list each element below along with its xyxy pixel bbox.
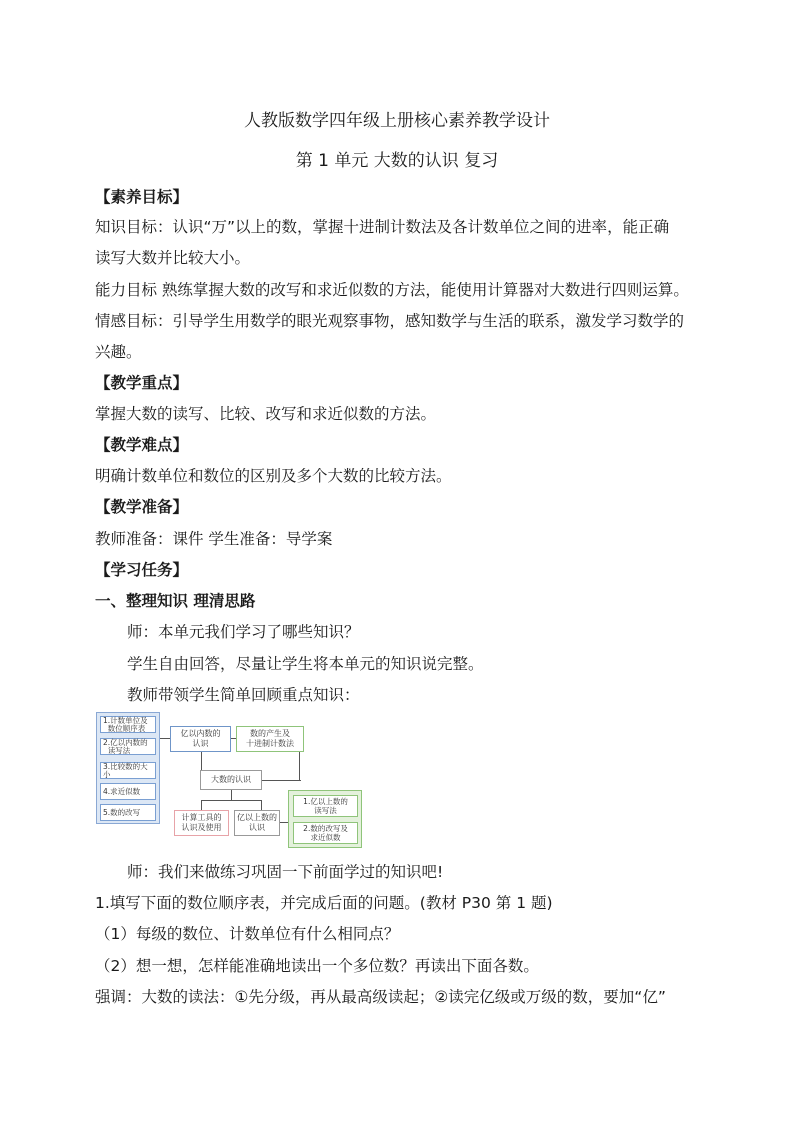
page-title: 人教版数学四年级上册核心素养教学设计 <box>244 111 550 131</box>
left-topic-list <box>96 712 160 824</box>
goal-knowledge-line-2: 读写大数并比较大小。 <box>95 249 251 267</box>
question-1: 1.填写下面的数位顺序表，并完成后面的问题。(教材 P30 第 1 题) <box>95 894 553 912</box>
connector <box>160 738 170 739</box>
topic-box-within-100-million: 亿以内数的 认识 <box>170 726 231 752</box>
paragraph-4: 师：我们来做练习巩固一下前面学过的知识吧! <box>127 863 444 881</box>
tasks-heading: 【学习任务】 <box>95 561 189 579</box>
difficulty-text: 明确计数单位和数位的区别及多个大数的比较方法。 <box>95 467 452 485</box>
goal-emotion-line-2: 兴趣。 <box>95 343 142 361</box>
paragraph-3: 教师带领学生简单回顾重点知识： <box>127 686 360 704</box>
left-topic-4: 4.求近似数 <box>100 783 156 800</box>
goal-ability: 能力目标 熟练掌握大数的改写和求近似数的方法，能使用计算器对大数进行四则运算。 <box>95 281 689 299</box>
key-text: 掌握大数的读写、比较、改写和求近似数的方法。 <box>95 405 437 423</box>
left-topic-2: 2.亿以内数的 读写法 <box>100 738 156 755</box>
topic-box-above-100-million: 亿以上数的 认识 <box>234 810 280 836</box>
emphasis-text: 强调：大数的读法：①先分级，再从最高级读起；②读完亿级或万级的数，要加“亿” <box>95 988 666 1006</box>
topic-box-calculator: 计算工具的 认识及使用 <box>174 810 229 836</box>
prep-text: 教师准备：课件 学生准备：导学案 <box>95 530 333 548</box>
paragraph-2: 学生自由回答，尽量让学生将本单元的知识说完整。 <box>127 655 484 673</box>
question-1-part-1: （1）每级的数位、计数单位有什么相同点？ <box>95 925 400 943</box>
knowledge-map-diagram <box>96 712 364 850</box>
difficulty-heading: 【教学难点】 <box>95 436 189 454</box>
goal-emotion-line-1: 情感目标：引导学生用数学的眼光观察事物，感知数学与生活的联系，激发学习数学的 <box>95 312 685 330</box>
key-heading: 【教学重点】 <box>95 374 189 392</box>
goal-knowledge-line-1: 知识目标：认识“万”以上的数，掌握十进制计数法及各计数单位之间的进率，能正确 <box>95 218 670 236</box>
goals-heading: 【素养目标】 <box>95 188 189 206</box>
topic-box-center-large-numbers: 大数的认识 <box>200 770 262 790</box>
left-topic-3: 3.比较数的大小 <box>100 762 156 779</box>
right-topic-list <box>288 790 362 848</box>
prep-heading: 【教学准备】 <box>95 498 189 516</box>
topic-box-decimal-system: 数的产生及 十进制计数法 <box>236 726 304 752</box>
task1-heading: 一、整理知识 理清思路 <box>95 592 256 610</box>
page-subtitle: 第 1 单元 大数的认识 复习 <box>295 151 499 171</box>
question-1-part-2: （2）想一想，怎样能准确地读出一个多位数？再读出下面各数。 <box>95 957 539 975</box>
connector <box>201 800 261 801</box>
left-topic-1: 1.计数单位及 数位顺序表 <box>100 716 156 733</box>
right-topic-2: 2.数的改写及 求近似数 <box>293 822 358 844</box>
left-topic-5: 5.数的改写 <box>100 804 156 821</box>
connector <box>299 752 300 780</box>
paragraph-1: 师：本单元我们学习了哪些知识？ <box>127 623 360 641</box>
connector <box>231 790 232 800</box>
right-topic-1: 1.亿以上数的 读写法 <box>293 795 358 817</box>
